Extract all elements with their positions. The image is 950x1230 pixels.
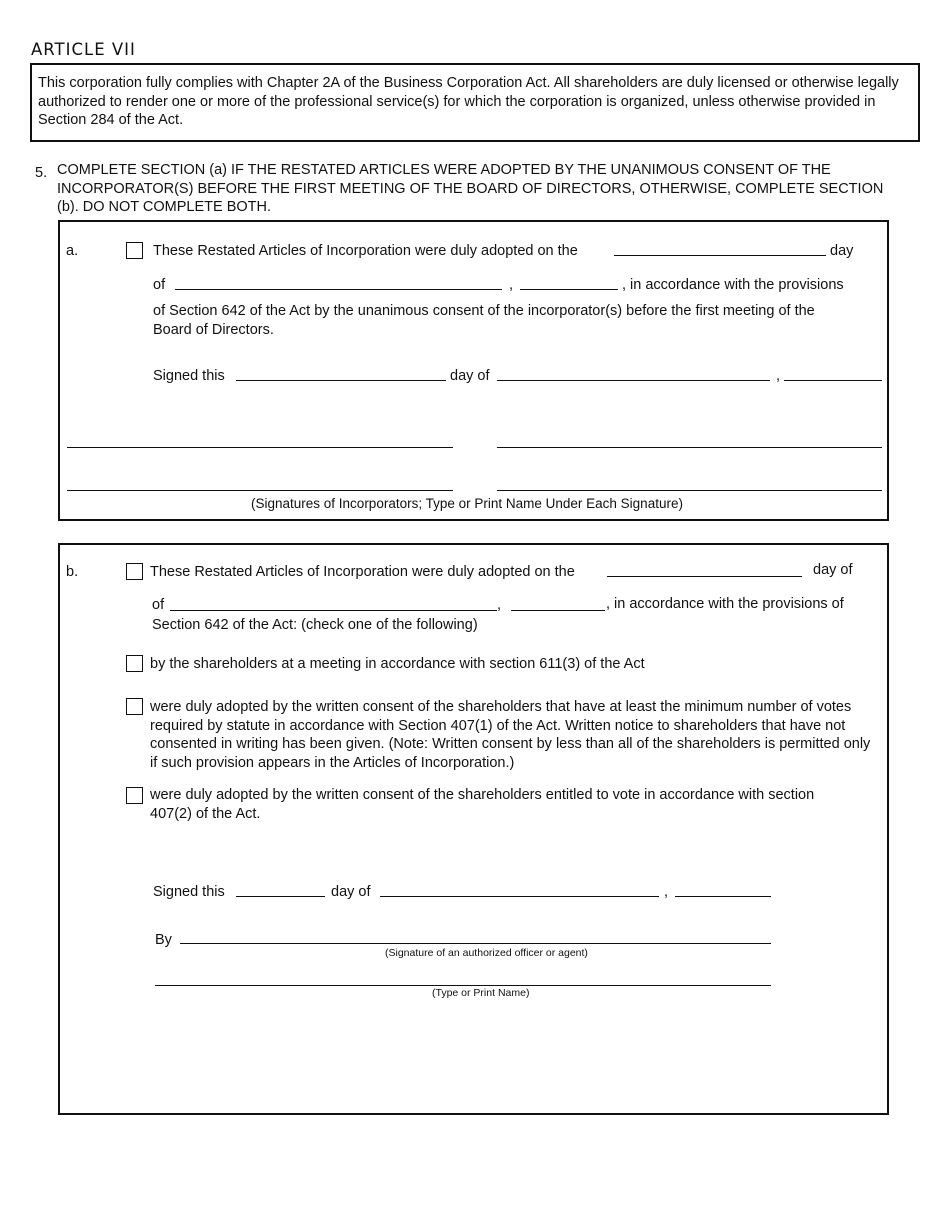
article-title: ARTICLE VII <box>31 40 136 59</box>
section-b-provisions: , in accordance with the provisions of <box>606 596 844 612</box>
signatures-caption: (Signatures of Incorporators; Type or Print Name Under Each Signature) <box>251 496 683 511</box>
by-label: By <box>155 932 172 948</box>
incorporator-signature-line-1[interactable] <box>67 447 453 448</box>
section-b-line1: These Restated Articles of Incorporation were duly adopted on the <box>150 564 575 580</box>
section-a-checkbox[interactable] <box>126 242 143 259</box>
incorporator-name-line-2[interactable] <box>497 490 882 491</box>
section-b-label: b. <box>66 564 79 580</box>
article-box <box>30 63 920 142</box>
officer-name-field[interactable] <box>155 985 771 986</box>
section-b-line3: Section 642 of the Act: (check one of the following) <box>152 617 478 633</box>
section-a-adopted-year-field[interactable] <box>520 289 618 290</box>
section-b-signed-month-field[interactable] <box>380 896 659 897</box>
section-instructions: COMPLETE SECTION (a) IF THE RESTATED ARTICLES WERE ADOPTED BY THE UNANIMOUS CONSENT OF THE INCORPORATOR(S) BEFORE THE FIRST MEETING OF THE BOARD OF DIRECTORS, OTHERWISE, COMPLETE SECTION (b). DO NOT COMPLETE BOTH. <box>57 162 884 215</box>
incorporator-signature-line-2[interactable] <box>497 447 882 448</box>
section-b-comma: , <box>497 597 502 613</box>
section-a-adopted-month-field[interactable] <box>175 289 502 290</box>
section-b-day-of2: day of <box>331 884 371 900</box>
section-a-signed-year-field[interactable] <box>784 380 882 381</box>
officer-name-caption: (Type or Print Name) <box>432 987 530 999</box>
option1-checkbox[interactable] <box>126 655 143 672</box>
option3-checkbox[interactable] <box>126 787 143 804</box>
option2-checkbox[interactable] <box>126 698 143 715</box>
section-b-signed-year-field[interactable] <box>675 896 771 897</box>
section-b-day-of: day of <box>813 562 853 578</box>
option2-text: were duly adopted by the written consent of the shareholders that have at least the minimum number of votes required by statute in accordance with Section 407(1) of the Act. Written notice to shareholders that have not consented in writing has been given. (Note: Written consent by less than all of the shareholders is permitted only if such provision appears in the Articles of Incorporation.) <box>150 699 871 771</box>
officer-signature-caption: (Signature of an authorized officer or agent) <box>385 947 588 959</box>
section-a-adopted-day-field[interactable] <box>614 255 826 256</box>
section-a-signed-day-field[interactable] <box>236 380 446 381</box>
section-a-line1: These Restated Articles of Incorporation were duly adopted on the <box>153 243 578 259</box>
section-a-day-label: day <box>830 243 854 259</box>
section-b-checkbox[interactable] <box>126 563 143 580</box>
section-b-comma2: , <box>664 884 669 900</box>
section-a-of-label: of <box>153 277 166 293</box>
section-b-signed-this: Signed this <box>153 884 225 900</box>
section-b-signed-day-field[interactable] <box>236 896 325 897</box>
section-a-comma2: , <box>776 368 781 384</box>
option1-text: by the shareholders at a meeting in accordance with section 611(3) of the Act <box>150 656 645 672</box>
officer-signature-field[interactable] <box>180 943 771 944</box>
incorporator-name-line-1[interactable] <box>67 490 453 491</box>
section-a-text2: of Section 642 of the Act by the unanimous consent of the incorporator(s) before the first meeting of the Board of Directors. <box>153 303 815 338</box>
section-b-of-label: of <box>152 597 165 613</box>
section-b-adopted-month-field[interactable] <box>170 610 497 611</box>
section-a-provisions: , in accordance with the provisions <box>622 277 844 293</box>
section-a-signed-this: Signed this <box>153 368 225 384</box>
option3-text: were duly adopted by the written consent of the shareholders entitled to vote in accordance with section 407(2) of the Act. <box>150 787 815 822</box>
section-a-label: a. <box>66 243 79 259</box>
section-number: 5. <box>35 165 48 181</box>
section-a-comma: , <box>509 277 514 293</box>
section-b-adopted-year-field[interactable] <box>511 610 605 611</box>
section-a-signed-month-field[interactable] <box>497 380 770 381</box>
section-a-day-of: day of <box>450 368 490 384</box>
article-text: This corporation fully complies with Chapter 2A of the Business Corporation Act. All shareholders are duly licensed or otherwise legally authorized to render one or more of the professional service(s) for which the corporation is organized, unless otherwise provided in Section 284 of the Act. <box>38 75 899 128</box>
section-b-adopted-day-field[interactable] <box>607 576 802 577</box>
